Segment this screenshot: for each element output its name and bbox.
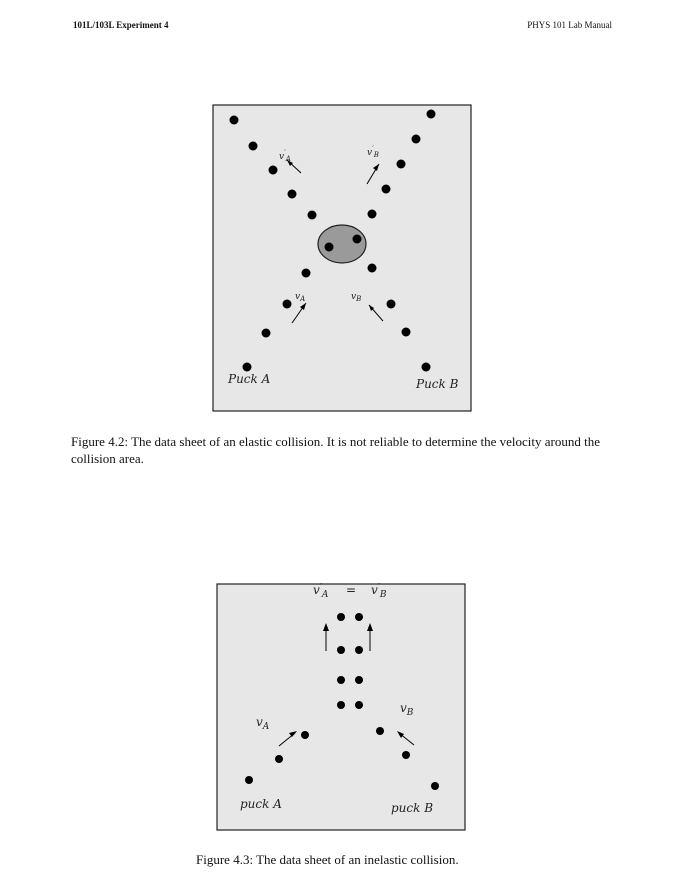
puck-b-mark (368, 210, 377, 219)
label-equals: = (346, 583, 357, 597)
puck-b-mark (427, 110, 436, 119)
figure-inelastic-collision (216, 583, 466, 833)
puck-b-mark (422, 363, 431, 372)
puck-a-mark (269, 166, 278, 175)
puck-b-mark (376, 727, 384, 735)
puck-a-mark (288, 190, 297, 199)
puck-a-mark (243, 363, 252, 372)
label-puck-b: puck B (391, 801, 434, 815)
puck-b-mark (431, 782, 439, 790)
label-puck-a: Puck A (228, 372, 271, 386)
puck-a-mark (275, 755, 283, 763)
puck-mark (325, 243, 334, 252)
label-v-b-prime: $v'_B$ (367, 145, 379, 159)
elastic-collision-diagram (212, 104, 472, 414)
label-v-b: $v_B$ (400, 701, 414, 718)
puck-a-mark (337, 613, 345, 621)
label-v-a-prime: $v'_A$ (313, 583, 329, 600)
puck-mark (353, 235, 362, 244)
label-v-a: $v_A$ (295, 292, 306, 303)
puck-b-mark (355, 613, 363, 621)
puck-a-mark (245, 776, 253, 784)
running-header-left: 101L/103L Experiment 4 (73, 20, 169, 30)
puck-b-mark (355, 646, 363, 654)
label-puck-b: Puck B (416, 377, 459, 391)
puck-a-mark (283, 300, 292, 309)
puck-a-mark (337, 646, 345, 654)
puck-a-mark (230, 116, 239, 125)
puck-a-mark (302, 269, 311, 278)
figure-4-2-caption: Figure 4.2: The data sheet of an elastic collision. It is not reliable to determine the velocity around the collision area. (71, 434, 600, 466)
puck-b-mark (355, 676, 363, 684)
puck-b-mark (382, 185, 391, 194)
puck-b-mark (412, 135, 421, 144)
collision-area (318, 225, 366, 263)
puck-a-mark (308, 211, 317, 220)
puck-b-mark (355, 701, 363, 709)
figure-4-3-caption: Figure 4.3: The data sheet of an inelastic collision. (196, 852, 459, 867)
puck-b-mark (397, 160, 406, 169)
puck-b-mark (368, 264, 377, 273)
figure-elastic-collision (212, 104, 472, 414)
label-v-b: $v_B$ (351, 292, 362, 303)
puck-a-mark (262, 329, 271, 338)
label-puck-a: puck A (240, 797, 282, 811)
puck-a-mark (337, 701, 345, 709)
label-v-a: $v_A$ (256, 715, 270, 732)
puck-b-mark (402, 751, 410, 759)
label-v-a-prime: $v'_A$ (279, 149, 291, 163)
puck-a-mark (249, 142, 258, 151)
puck-a-mark (337, 676, 345, 684)
running-header-right: PHYS 101 Lab Manual (527, 20, 612, 30)
puck-b-mark (387, 300, 396, 309)
inelastic-collision-diagram (216, 583, 466, 833)
puck-a-mark (301, 731, 309, 739)
label-v-b-prime: $v'_B$ (371, 583, 387, 600)
puck-b-mark (402, 328, 411, 337)
